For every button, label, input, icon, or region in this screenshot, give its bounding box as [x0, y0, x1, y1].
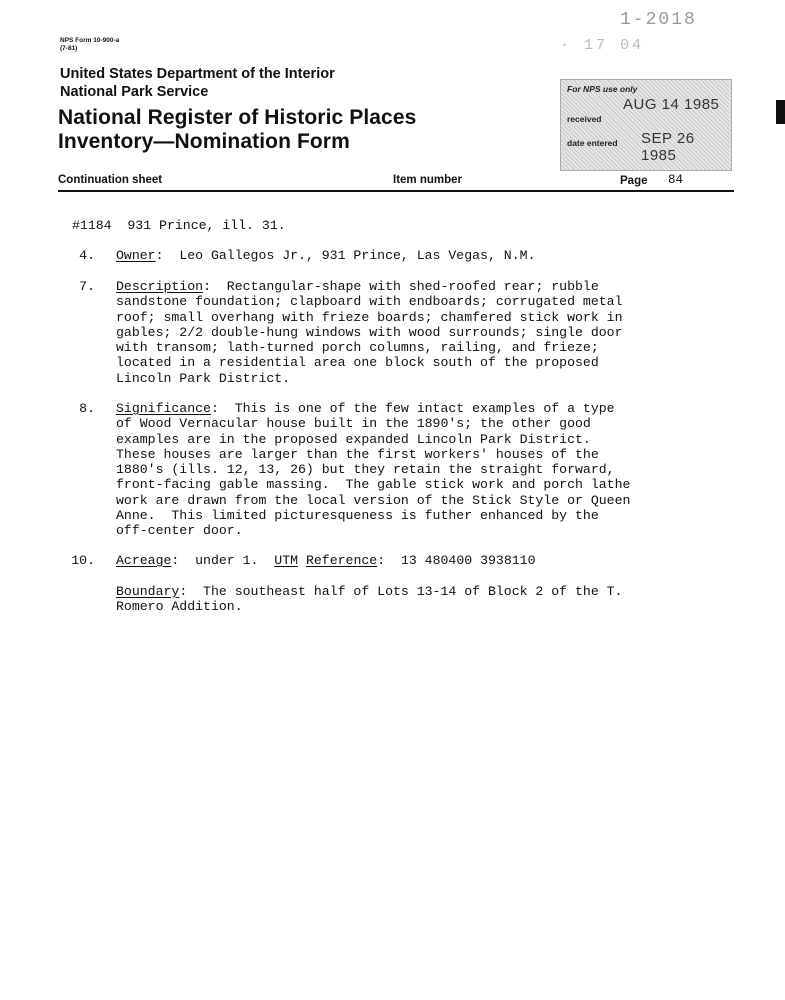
acreage-value: : under 1.: [171, 553, 275, 568]
form-revision-line: (7-81): [60, 45, 78, 52]
nps-use-stamp-box: [560, 79, 732, 171]
owner-text: : Leo Gallegos Jr., 931 Prince, Las Vegas, N.M.: [155, 248, 536, 263]
paragraph-line: gables; 2/2 double-hung windows with wood surrounds; single door: [116, 324, 623, 340]
form-title: [58, 106, 416, 154]
paragraph-line: Anne. This limited picturesqueness is futher enhanced by the: [116, 508, 599, 524]
form-title-line-1: National Register of Historic Places: [58, 106, 417, 129]
section-number: 10.: [71, 553, 95, 568]
description-first-line: : Rectangular-shape with shed-roofed rear; rubble: [203, 279, 599, 294]
paragraph-line: 1880's (ills. 12, 13, 26) but they retain the straight forward,: [116, 462, 615, 478]
form-number: [60, 37, 119, 53]
paragraph-line: of Wood Vernacular house built in the 1890's; the other good: [116, 416, 591, 432]
owner-section: [116, 248, 535, 263]
department-name: United States Department of the Interior: [60, 66, 335, 82]
service-name: National Park Service: [60, 84, 209, 100]
boundary-label: Boundary: [116, 584, 180, 599]
owner-label: Owner: [116, 248, 156, 263]
paragraph-line: with transom; lath-turned porch columns, railing, and frieze;: [116, 340, 599, 356]
date-entered-label: date entered: [567, 138, 618, 148]
item-number-label: Item number: [393, 174, 463, 186]
faint-reference-number: · 17 04: [560, 37, 645, 54]
description-label: Description: [116, 279, 204, 294]
received-label: received: [567, 114, 602, 124]
continuation-sheet-label: Continuation sheet: [58, 174, 163, 186]
paragraph-line: Lincoln Park District.: [116, 370, 291, 386]
form-number-line: NPS Form 10-900-a: [60, 37, 120, 44]
section-number: 8.: [79, 401, 95, 416]
paragraph-line: Romero Addition.: [116, 599, 243, 615]
stamped-reference-number: 1-2018: [620, 10, 697, 30]
agency-block: [60, 65, 335, 101]
received-date: AUG 14 1985: [623, 96, 720, 113]
description-section: [116, 279, 622, 386]
section-number: 4.: [79, 248, 95, 263]
significance-first-line: : This is one of the few intact examples of a type: [210, 401, 615, 416]
paragraph-line: These houses are larger than the first workers' houses of the: [116, 446, 599, 462]
boundary-section: [116, 584, 623, 615]
boundary-first-line: : The southeast half of Lots 13-14 of Block 2 of the T.: [179, 584, 623, 599]
page-number: 84: [668, 173, 684, 187]
header-rule: [58, 190, 734, 192]
acreage-section: [116, 553, 535, 568]
utm-reference-label: Reference: [305, 553, 378, 568]
paragraph-line: sandstone foundation; clapboard with endboards; corrugated metal: [116, 294, 623, 310]
entry-id-line: #1184 931 Prince, ill. 31.: [72, 218, 286, 233]
utm-prefix: UTM: [274, 553, 299, 568]
paragraph-line: front-facing gable massing. The gable stick work and porch lathe: [116, 477, 631, 493]
page-label: Page: [620, 175, 648, 187]
paragraph-line: located in a residential area one block south of the proposed: [116, 355, 599, 371]
form-title-line-2: Inventory—Nomination Form: [58, 130, 350, 153]
section-number: 7.: [79, 279, 95, 294]
stamp-header: For NPS use only: [567, 84, 638, 94]
scan-edge-mark: [776, 100, 785, 124]
paragraph-line: examples are in the proposed expanded Lincoln Park District.: [116, 431, 591, 447]
paragraph-line: roof; small overhang with frieze boards; chamfered stick work in: [116, 309, 623, 325]
utm-reference-value: : 13 480400 3938110: [377, 553, 536, 568]
paragraph-line: off-center door.: [116, 523, 243, 539]
paragraph-line: work are drawn from the local version of the Stick Style or Queen: [116, 492, 631, 508]
significance-section: [116, 401, 630, 539]
significance-label: Significance: [116, 401, 211, 416]
date-entered-value: SEP 26 1985: [641, 130, 695, 164]
acreage-label: Acreage: [116, 553, 172, 568]
